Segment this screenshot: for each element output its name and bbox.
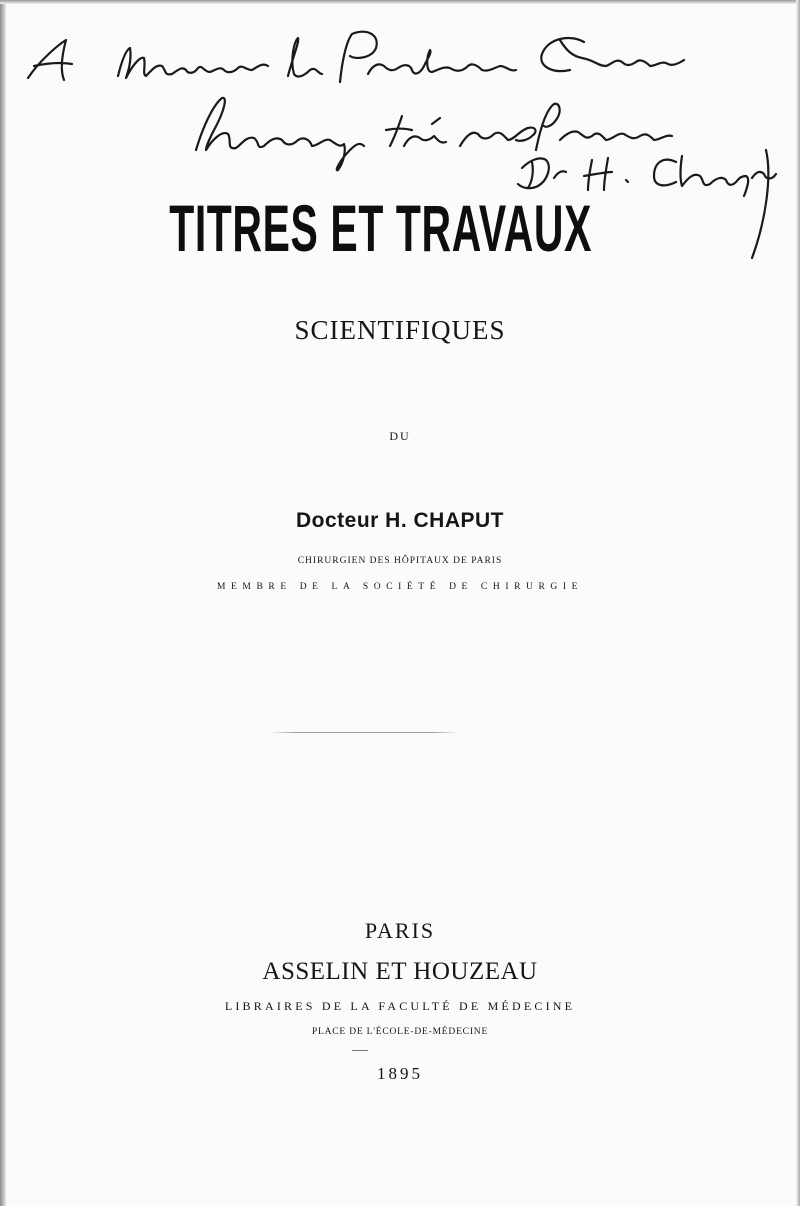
author-title-member: MEMBRE DE LA SOCIÉTÉ DE CHIRURGIE: [216, 582, 584, 592]
separator-rule: [268, 732, 460, 733]
inscription-word-a: [28, 40, 72, 80]
inscription-word-monsieur: [118, 48, 268, 78]
imprint-publisher-description: LIBRAIRES DE LA FACULTÉ DE MÉDECINE: [224, 999, 576, 1013]
inscription-word-le: [288, 38, 322, 77]
author-title-surgeon: CHIRURGIEN DES HÔPITAUX DE PARIS: [297, 556, 503, 566]
inscription-word-carnier: [541, 38, 684, 71]
small-rule: [352, 1050, 368, 1051]
inscription-word-professeur: [340, 32, 516, 82]
book-subtitle: SCIENTIFIQUES: [294, 315, 506, 345]
author-name: Docteur H. CHAPUT: [295, 509, 504, 532]
imprint-address: PLACE DE L'ÉCOLE-DE-MÉDECINE: [311, 1027, 489, 1037]
imprint-publisher: ASSELIN ET HOUZEAU: [262, 958, 538, 985]
preposition-du: DU: [389, 429, 411, 443]
imprint-year: 1895: [377, 1064, 423, 1083]
inscription-word-tres: [386, 116, 446, 146]
book-title: TITRES ET TRAVAUX: [169, 191, 592, 265]
imprint-city: PARIS: [364, 918, 436, 943]
inscription-word-hommage: [196, 98, 364, 170]
inscription-word-respectueux: [460, 104, 672, 150]
